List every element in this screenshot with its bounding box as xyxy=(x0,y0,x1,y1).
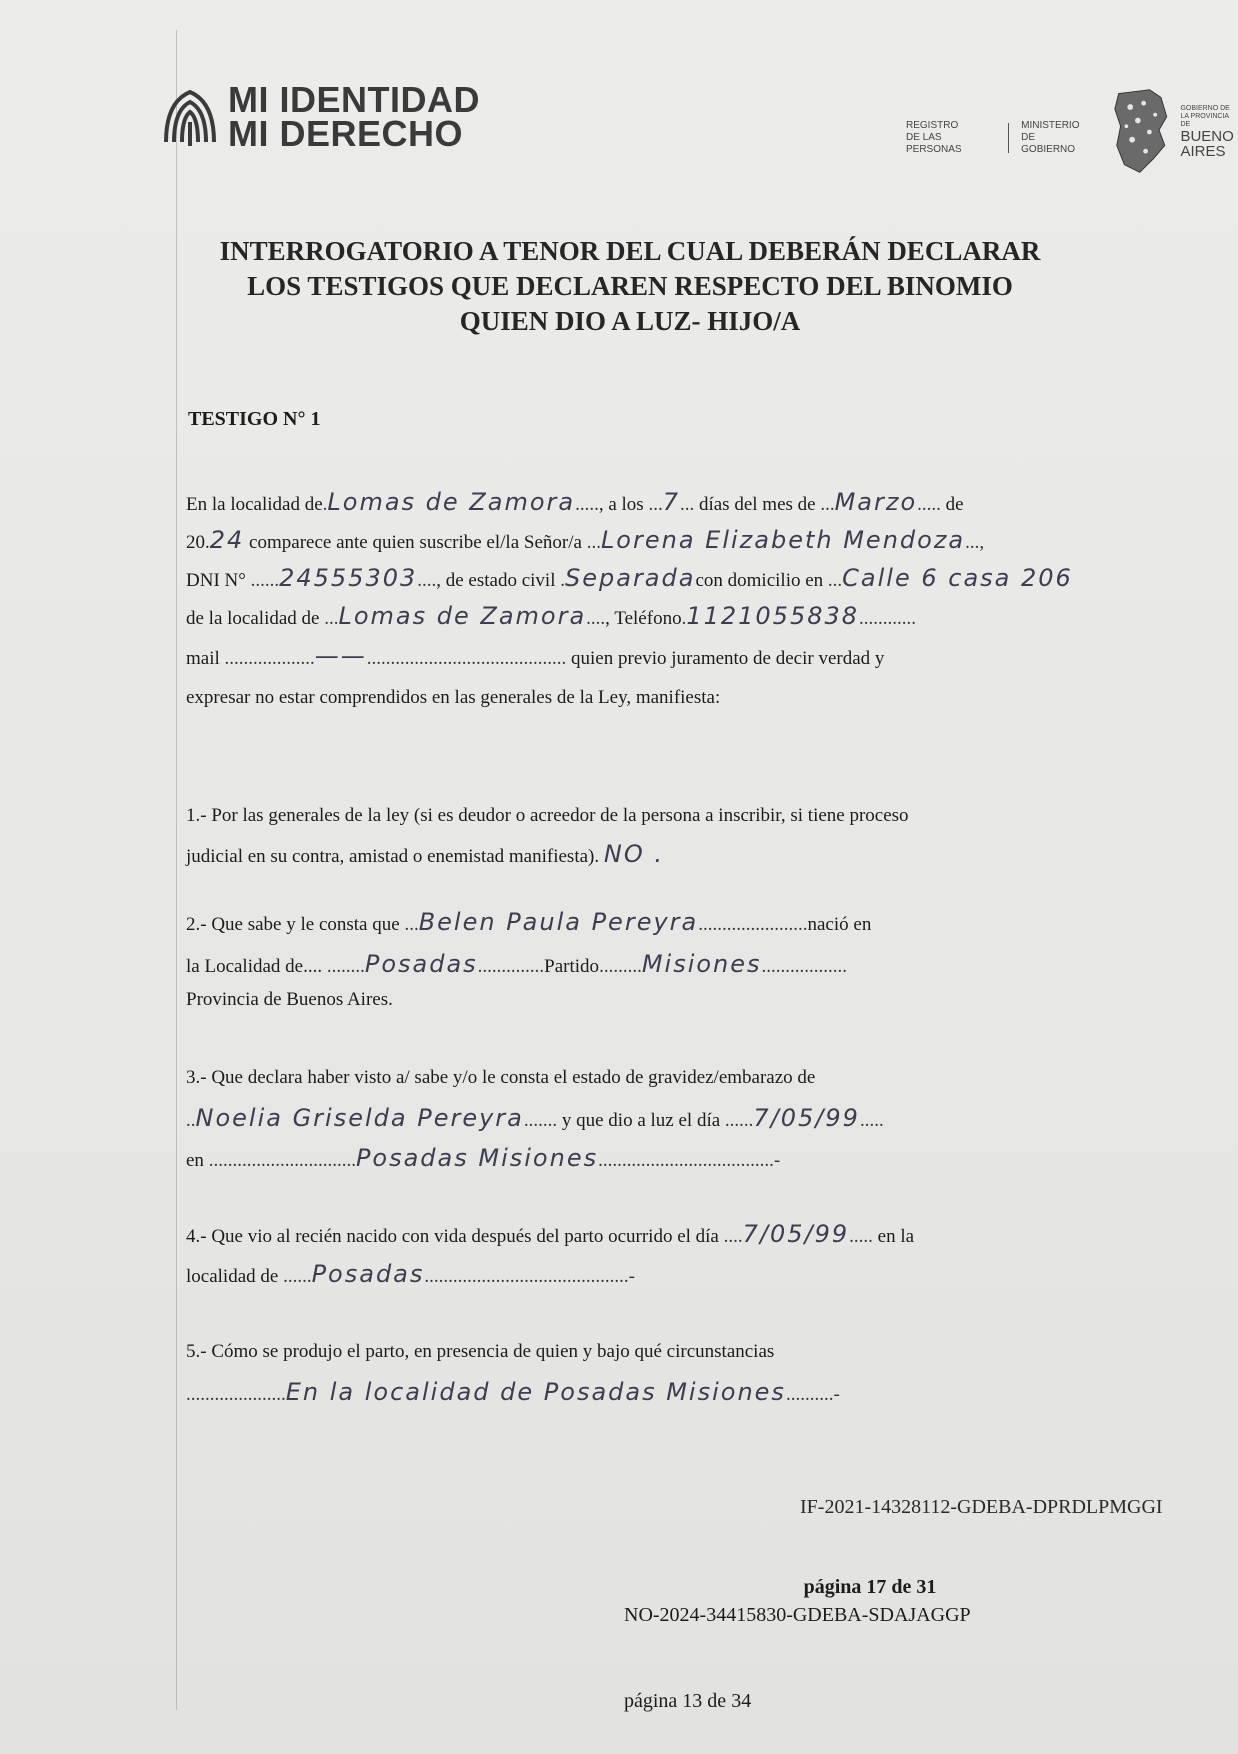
fingerprint-icon xyxy=(160,82,220,152)
q4-label: 4.- Que vio al recién nacido con vida después del parto ocurrido el día xyxy=(186,1226,719,1247)
document-title xyxy=(160,234,1100,339)
intro-line-1: En la localidad de.Lomas de Zamora....., a los ...7... días del mes de ...Marzo..... de xyxy=(186,488,964,516)
title-line-1: INTERROGATORIO A TENOR DEL CUAL DEBERÁN DECLARAR xyxy=(219,236,1041,266)
logo-divider xyxy=(1008,123,1009,153)
q1-line-2 xyxy=(186,842,1106,869)
hw-month: Marzo xyxy=(834,488,918,516)
brand-line-2: MI DERECHO xyxy=(228,113,464,154)
q2-partido-label: Partido xyxy=(544,956,600,977)
title-line-2: LOS TESTIGOS QUE DECLAREN RESPECTO DEL BINOMIO xyxy=(247,271,1013,301)
registro-line-2: DE LAS PERSONAS xyxy=(906,132,962,155)
intro-line-4: de la localidad de ...Lomas de Zamora...., Teléfono.1121055838............ xyxy=(186,602,917,630)
province-big-2: AIRES xyxy=(1180,143,1226,160)
hw-child-name: Belen Paula Pereyra xyxy=(418,908,699,936)
label-dni: DNI N° xyxy=(186,570,246,591)
document-id-2: NO-2024-34415830-GDEBA-SDAJAGGP xyxy=(624,1604,971,1626)
q3-line-2: ..Noelia Griselda Pereyra....... y que dio a luz el día ......7/05/99..... xyxy=(186,1104,884,1132)
hw-birth-locality: Posadas xyxy=(364,950,478,978)
hw-q1-answer: NO . xyxy=(603,840,664,868)
q3-en-label: en xyxy=(186,1150,204,1171)
ministerio-line-1: MINISTERIO xyxy=(1021,120,1080,131)
label-de: de xyxy=(945,494,964,515)
q2-locality-label: la Localidad de.... xyxy=(186,956,323,977)
q2-born-label: nació en xyxy=(807,914,872,935)
label-month: días del mes de xyxy=(698,494,816,515)
hw-q4-locality: Posadas xyxy=(311,1260,425,1288)
hw-civil: Separada xyxy=(565,564,696,592)
label-address: con domicilio en xyxy=(695,570,824,591)
q4-line-1: 4.- Que vio al recién nacido con vida después del parto ocurrido el día ....7/05/99..... en la xyxy=(186,1220,915,1248)
intro-line-2: 20.24 comparece ante quien suscribe el/la Señor/a ...Lorena Elizabeth Mendoza..., xyxy=(186,526,985,554)
hw-q5-answer: En la localidad de Posadas Misiones xyxy=(285,1378,786,1406)
intro-line-6: expresar no estar comprendidos en las generales de la Ley, manifiesta: xyxy=(186,687,721,708)
hw-day: 7 xyxy=(662,488,680,516)
hw-phone: 1121055838 xyxy=(686,602,860,630)
hw-q4-date: 7/05/99 xyxy=(742,1220,850,1248)
q2-line-3: Provincia de Buenos Aires. xyxy=(186,989,393,1010)
q1-line-1: 1.- Por las generales de la ley (si es deudor o acreedor de la persona a inscribir, si tiene proceso xyxy=(186,805,909,826)
q2-label: 2.- Que sabe y le consta que xyxy=(186,914,400,935)
q5-line-1: 5.- Cómo se produjo el parto, en presencia de quien y bajo qué circunstancias xyxy=(186,1341,775,1362)
q1-text: judicial en su contra, amistad o enemistad manifiesta). xyxy=(186,846,600,867)
label-mail: mail xyxy=(186,648,220,669)
q4-locality-label: localidad de xyxy=(186,1266,279,1287)
hw-dni: 24555303 xyxy=(279,564,418,592)
government-logos xyxy=(906,86,1238,178)
hw-address: Calle 6 casa 206 xyxy=(842,564,1073,592)
page-number-1: página 17 de 31 xyxy=(803,1576,937,1598)
hw-birth-place: Posadas Misiones xyxy=(355,1144,599,1172)
title-line-3: QUIEN DIO A LUZ- HIJO/A xyxy=(459,306,801,336)
hw-mail: —— xyxy=(314,642,367,670)
page-number-2: página 13 de 34 xyxy=(624,1690,752,1712)
q5-line-2: .....................En la localidad de Posadas Misiones..........- xyxy=(186,1378,840,1406)
q4-en-la-label: en la xyxy=(877,1226,915,1247)
ministerio-line-2: DE GOBIERNO xyxy=(1021,132,1076,155)
label-year: 20. xyxy=(186,532,210,553)
q3-line-3: en ...............................Posadas Misiones.....................................- xyxy=(186,1144,781,1172)
label-civil: , de estado civil xyxy=(436,570,556,591)
hw-birth-date: 7/05/99 xyxy=(753,1104,860,1132)
label-locality: En la localidad de xyxy=(186,494,323,515)
witness-heading: TESTIGO N° 1 xyxy=(188,408,321,430)
intro-line-3: DNI N° ......24555303...., de estado civil .Separadacon domicilio en ...Calle 6 casa 206 xyxy=(186,564,1073,592)
label-oath: quien previo juramento de decir verdad y xyxy=(571,648,885,669)
brand-logo xyxy=(160,79,480,154)
brand-line-1: MI IDENTIDAD xyxy=(228,79,480,120)
registro-line-1: REGISTRO xyxy=(906,120,959,131)
q3-line-1: 3.- Que declara haber visto a/ sabe y/o le consta el estado de gravidez/embarazo de xyxy=(186,1067,816,1088)
q2-line-1: 2.- Que sabe y le consta que ...Belen Paula Pereyra.......................nació en xyxy=(186,908,872,936)
hw-year: 24 xyxy=(209,526,245,554)
hw-witness-name: Lorena Elizabeth Mendoza xyxy=(600,526,966,554)
intro-line-5: mail ...................——.......................................... quien previo juramento de decir verdad y xyxy=(186,642,885,670)
label-days: , a los xyxy=(598,494,644,515)
q4-line-2: localidad de ......Posadas...........................................- xyxy=(186,1260,635,1288)
q2-line-2: la Localidad de.... ........Posadas..............Partido.........Misiones.................. xyxy=(186,950,848,978)
label-locality-2: de la localidad de xyxy=(186,608,320,629)
document-id-1: IF-2021-14328112-GDEBA-DPRDLPMGGI xyxy=(800,1496,1163,1518)
province-small-1: GOBIERNO DE xyxy=(1180,105,1230,112)
province-big-1: BUENO xyxy=(1180,128,1234,145)
hw-partido: Misiones xyxy=(641,950,762,978)
hw-locality: Lomas de Zamora xyxy=(327,488,576,516)
province-small-2: LA PROVINCIA DE xyxy=(1180,113,1229,128)
label-appears: comparece ante quien suscribe el/la Señor/a xyxy=(249,532,582,553)
label-phone: , Teléfono xyxy=(605,608,682,629)
province-map-icon xyxy=(1111,86,1171,178)
hw-mother-name: Noelia Griselda Pereyra xyxy=(195,1104,524,1132)
q3-date-label: y que dio a luz el día xyxy=(561,1110,721,1131)
hw-locality-2: Lomas de Zamora xyxy=(338,602,587,630)
